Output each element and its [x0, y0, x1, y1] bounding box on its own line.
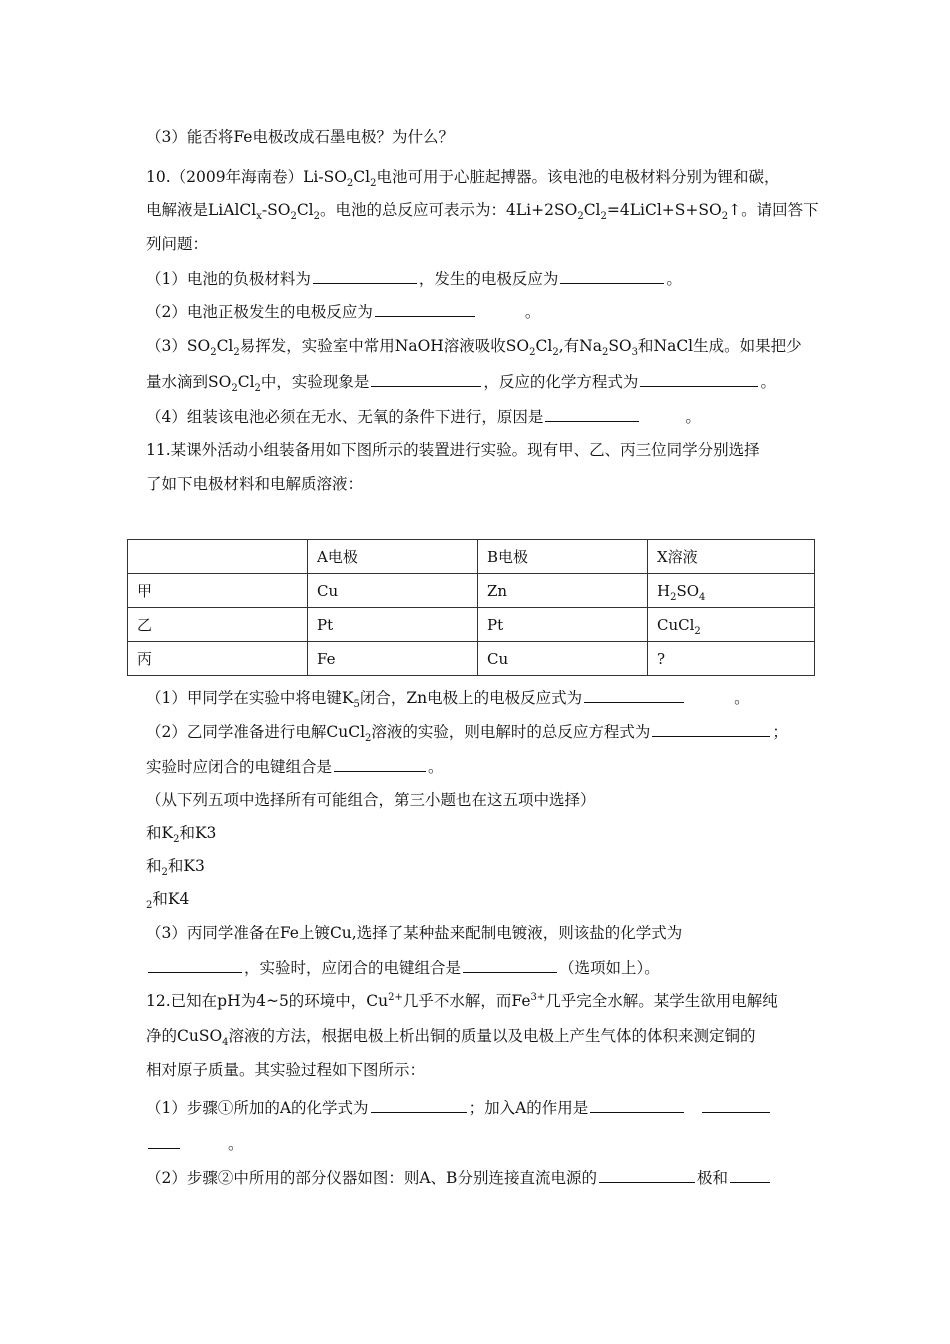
- q11-line1: [146, 440, 760, 460]
- table-cell: 甲: [128, 574, 308, 608]
- table-cell: [648, 608, 815, 642]
- subscript: 2: [233, 347, 240, 359]
- subscript: 2: [600, 211, 607, 223]
- text: （2）乙同学准备进行电解CuCl: [146, 723, 366, 741]
- text: 。: [524, 303, 541, 321]
- text: （4）组装该电池必须在无水、无氧的条件下进行，原因是: [146, 408, 544, 426]
- q11-option-1: [146, 823, 217, 846]
- q10-line3: [146, 234, 208, 254]
- answer-blank[interactable]: [371, 371, 481, 387]
- table-cell: Pt: [308, 608, 478, 642]
- table-cell: Cu: [478, 642, 648, 676]
- q10-part3-line1: [146, 336, 802, 359]
- table-row: [128, 642, 815, 676]
- subscript: 2: [601, 347, 609, 359]
- table-header-cell: B电极: [478, 540, 648, 574]
- text: （1）步骤①所加的A的化学式为: [146, 1099, 369, 1117]
- q10-part1: [146, 268, 682, 289]
- answer-blank[interactable]: [148, 1133, 180, 1149]
- text: （2）电池正极发生的电极反应为: [146, 303, 373, 321]
- subscript: 2: [529, 347, 536, 359]
- subscript: 3: [631, 347, 639, 359]
- text: Cl: [353, 168, 371, 186]
- text: 。: [734, 689, 750, 707]
- text: 10.（2009年海南卷）Li-SO: [146, 168, 347, 186]
- q10-part3-line2: [146, 371, 776, 395]
- answer-blank[interactable]: [702, 1097, 770, 1113]
- text: H: [657, 581, 671, 600]
- subscript: 2: [254, 383, 261, 395]
- text: 实验时应闭合的电键组合是: [146, 758, 333, 776]
- answer-blank[interactable]: [640, 371, 758, 387]
- text: 中，实验现象是: [260, 373, 370, 391]
- answer-blank[interactable]: [148, 957, 242, 973]
- subscript: 2: [146, 900, 153, 912]
- text: 量水滴到SO: [146, 373, 232, 391]
- text: （3）能否将Fe电极改成石墨电极？为什么？: [146, 128, 454, 146]
- table-row: [128, 574, 815, 608]
- subscript: x: [256, 211, 262, 223]
- q11-part3-line1: [146, 923, 682, 943]
- text: ，实验时，应闭合的电键组合是: [244, 959, 462, 977]
- answer-blank[interactable]: [463, 957, 557, 973]
- subscript: 2: [370, 178, 377, 190]
- subscript: 2: [346, 178, 354, 190]
- table-row: [128, 608, 815, 642]
- answer-blank[interactable]: [584, 687, 684, 703]
- text: SO: [676, 581, 700, 600]
- subscript: 5: [353, 699, 360, 711]
- text: （2）步骤②中所用的部分仪器如图：则A、B分别连接直流电源的: [146, 1169, 597, 1187]
- text: 极和: [696, 1169, 728, 1187]
- text: 和NaCl生成。如果把少: [638, 337, 802, 355]
- text: 和K3: [167, 857, 205, 875]
- answer-blank[interactable]: [375, 301, 475, 317]
- text: 几乎不水解，而Fe: [402, 992, 531, 1010]
- text: 。: [428, 758, 444, 776]
- text: 电池可用于心脏起搏器。该电池的电极材料分别为锂和碳，: [376, 168, 780, 186]
- text: 溶液的实验，则电解时的总反应方程式为: [371, 723, 651, 741]
- answer-blank[interactable]: [545, 406, 639, 422]
- table-cell: 丙: [128, 642, 308, 676]
- q12-part2: [146, 1167, 772, 1188]
- table-cell: Pt: [478, 608, 648, 642]
- text: Cl: [296, 201, 314, 219]
- q11-part2-line2: [146, 756, 444, 777]
- answer-blank[interactable]: [652, 721, 770, 737]
- table-cell: [648, 574, 815, 608]
- table-cell: 乙: [128, 608, 308, 642]
- table-header-cell: X溶液: [648, 540, 815, 574]
- text: ，反应的化学方程式为: [483, 373, 639, 391]
- subscript: 2: [210, 347, 217, 359]
- subscript: 2: [552, 347, 559, 359]
- answer-blank[interactable]: [599, 1167, 695, 1183]
- q11-note: [146, 790, 596, 810]
- subscript: 4: [222, 1037, 229, 1049]
- text: 几乎完全水解。某学生欲用电解纯: [545, 992, 778, 1010]
- subscript: 2: [161, 867, 168, 879]
- table-cell: ?: [648, 642, 815, 676]
- subscript: 2: [231, 383, 238, 395]
- q12-part1-line2: [146, 1133, 244, 1154]
- q12-line2: [146, 1026, 756, 1049]
- text: 列问题：: [146, 235, 209, 253]
- text: 相对原子质量。其实验过程如下图所示：: [146, 1061, 426, 1079]
- text: 电解液是LiAlCl: [146, 201, 257, 219]
- q9-part3: [146, 127, 454, 147]
- text: 。电池的总反应可表示为：4Li+2SO: [320, 201, 578, 219]
- text: Cl: [535, 337, 553, 355]
- text: Cl: [237, 373, 255, 391]
- q11-option-3: [146, 889, 190, 912]
- answer-blank[interactable]: [313, 268, 417, 284]
- answer-blank[interactable]: [730, 1167, 770, 1183]
- text: （1）甲同学在实验中将电键K: [146, 689, 354, 707]
- q11-line2: [146, 474, 363, 494]
- text: 。: [685, 408, 701, 426]
- text: 净的CuSO: [146, 1027, 223, 1045]
- text: （3）SO: [146, 337, 211, 355]
- text: ,有Na: [558, 337, 602, 355]
- subscript: 2: [290, 211, 297, 223]
- text: CuCl: [657, 615, 695, 634]
- q11-part2-line1: [146, 721, 788, 745]
- q11-option-2: [146, 856, 205, 879]
- text: 溶液的方法，根据电极上析出铜的质量以及电极上产生气体的体积来测定铜的: [228, 1027, 756, 1045]
- q12-line3: [146, 1060, 425, 1080]
- text: 闭合，Zn电极上的电极反应式为: [359, 689, 583, 707]
- text: 12.已知在pH为4~5的环境中，Cu: [146, 992, 389, 1010]
- text: Cl: [583, 201, 601, 219]
- q12-part1-line1: [146, 1097, 772, 1118]
- table-cell: Cu: [308, 574, 478, 608]
- q10-part4: [146, 406, 701, 427]
- table-header-row: [128, 540, 815, 574]
- answer-blank[interactable]: [560, 268, 664, 284]
- answer-blank[interactable]: [371, 1097, 467, 1113]
- subscript: 2: [313, 211, 321, 223]
- text: （从下列五项中选择所有可能组合，第三小题也在这五项中选择）: [146, 791, 596, 809]
- table-header-cell: [128, 540, 308, 574]
- text: ，发生的电极反应为: [418, 270, 559, 288]
- text: SO: [608, 337, 632, 355]
- table-cell: Zn: [478, 574, 648, 608]
- text: 11.某课外活动小组装备用如下图所示的装置进行实验。现有甲、乙、丙三位同学分别选择: [146, 441, 760, 459]
- text: 。: [666, 270, 682, 288]
- text: ↑。请回答下: [728, 201, 819, 219]
- text: 。: [760, 373, 776, 391]
- q10-line2: [146, 200, 819, 223]
- subscript: 2: [670, 591, 677, 603]
- table-header-cell: A电极: [308, 540, 478, 574]
- q10-line1: [146, 167, 780, 190]
- superscript: 2+: [388, 991, 403, 1003]
- text: 和: [146, 857, 162, 875]
- subscript: 2: [365, 733, 372, 745]
- subscript: 2: [721, 211, 729, 223]
- q11-part3-line2: [146, 957, 660, 978]
- text: =4LiCl+S+SO: [606, 201, 722, 219]
- text: 和K: [146, 824, 174, 842]
- text: -SO: [261, 201, 291, 219]
- answer-blank[interactable]: [590, 1097, 684, 1113]
- superscript: 3+: [530, 991, 546, 1003]
- text: 。: [228, 1135, 244, 1153]
- text: （3）丙同学准备在Fe上镀Cu,选择了某种盐来配制电镀液，则该盐的化学式为: [146, 924, 683, 942]
- text: （1）电池的负极材料为: [146, 270, 311, 288]
- text: ；加入A的作用是: [468, 1099, 589, 1117]
- subscript: 2: [173, 834, 180, 846]
- text: （选项如上）。: [559, 959, 660, 977]
- table-cell: Fe: [308, 642, 478, 676]
- text: 和K3: [179, 824, 217, 842]
- subscript: 4: [699, 591, 706, 603]
- q10-part2: [146, 301, 540, 322]
- subscript: 2: [577, 211, 584, 223]
- text: ；: [772, 723, 788, 741]
- text: 和K4: [152, 890, 190, 908]
- subscript: 2: [694, 625, 701, 637]
- q11-part1: [146, 687, 750, 711]
- text: Cl: [216, 337, 234, 355]
- answer-blank[interactable]: [334, 756, 426, 772]
- q12-line1: [146, 991, 778, 1011]
- text: 易挥发，实验室中常用NaOH溶液吸收SO: [239, 337, 530, 355]
- electrode-table: [127, 539, 815, 676]
- text: 了如下电极材料和电解质溶液：: [146, 475, 364, 493]
